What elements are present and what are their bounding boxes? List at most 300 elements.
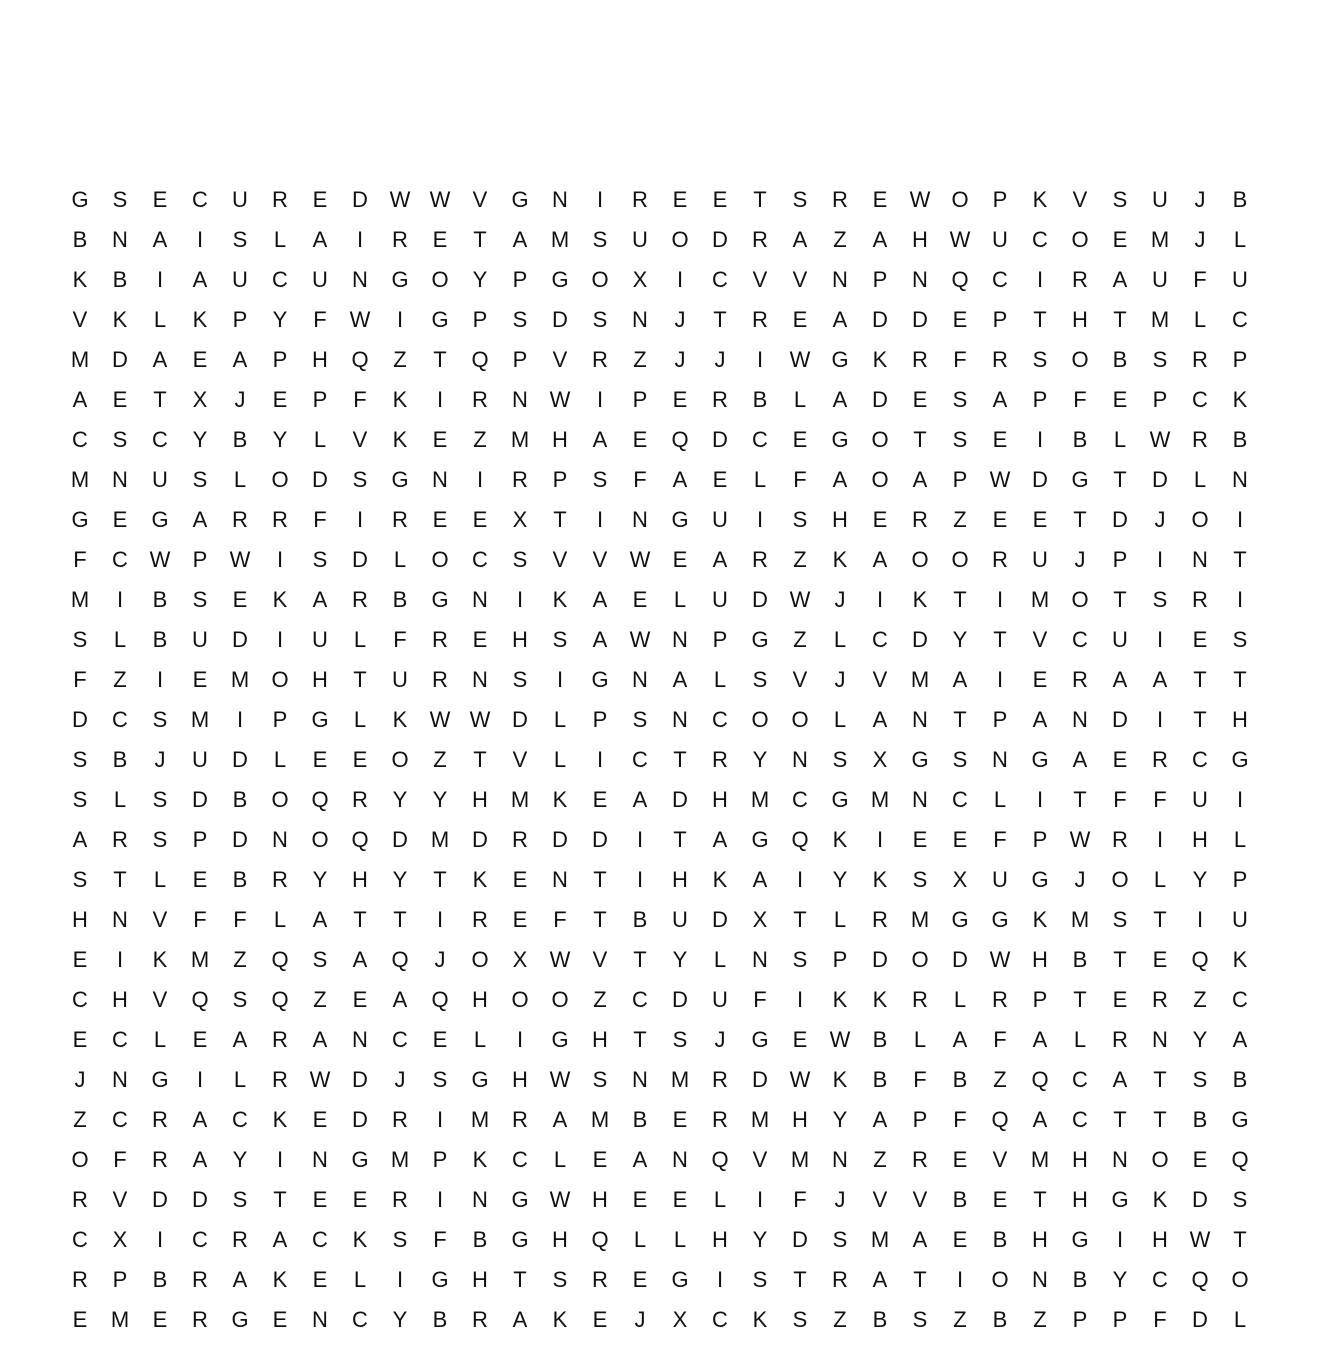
letter-cell[interactable]: R: [192, 1267, 208, 1292]
letter-cell[interactable]: I: [1036, 267, 1044, 292]
letter-cell[interactable]: G: [591, 667, 609, 692]
letter-cell[interactable]: S: [1192, 1067, 1208, 1092]
letter-cell[interactable]: R: [72, 1187, 88, 1212]
letter-cell[interactable]: N: [512, 387, 528, 412]
letter-cell[interactable]: F: [1153, 787, 1167, 812]
letter-cell[interactable]: N: [472, 1187, 488, 1212]
letter-cell[interactable]: R: [992, 547, 1008, 572]
letter-cell[interactable]: I: [116, 947, 124, 972]
letter-cell[interactable]: R: [832, 187, 848, 212]
letter-cell[interactable]: T: [473, 227, 487, 252]
letter-cell[interactable]: Q: [351, 347, 369, 372]
letter-cell[interactable]: Q: [951, 267, 969, 292]
letter-cell[interactable]: R: [232, 507, 248, 532]
letter-cell[interactable]: V: [752, 1147, 768, 1172]
letter-cell[interactable]: A: [592, 427, 608, 452]
letter-cell[interactable]: X: [192, 387, 208, 412]
letter-cell[interactable]: S: [952, 427, 968, 452]
letter-cell[interactable]: H: [312, 347, 328, 372]
letter-cell[interactable]: T: [1113, 467, 1127, 492]
letter-cell[interactable]: E: [592, 1307, 608, 1332]
letter-cell[interactable]: A: [312, 227, 328, 252]
letter-cell[interactable]: A: [592, 587, 608, 612]
letter-cell[interactable]: I: [996, 587, 1004, 612]
letter-cell[interactable]: I: [1156, 827, 1164, 852]
letter-cell[interactable]: E: [152, 1307, 168, 1332]
letter-cell[interactable]: H: [72, 907, 88, 932]
letter-cell[interactable]: T: [1073, 987, 1087, 1012]
letter-cell[interactable]: A: [632, 1147, 648, 1172]
letter-cell[interactable]: A: [152, 347, 168, 372]
letter-cell[interactable]: A: [992, 387, 1008, 412]
letter-cell[interactable]: K: [1152, 1187, 1168, 1212]
letter-cell[interactable]: T: [593, 907, 607, 932]
letter-cell[interactable]: E: [632, 587, 648, 612]
letter-cell[interactable]: B: [232, 787, 248, 812]
letter-cell[interactable]: E: [192, 347, 208, 372]
letter-cell[interactable]: C: [112, 707, 128, 732]
letter-cell[interactable]: G: [1111, 1187, 1129, 1212]
letter-cell[interactable]: V: [352, 427, 368, 452]
letter-cell[interactable]: G: [831, 347, 849, 372]
letter-cell[interactable]: E: [672, 387, 688, 412]
letter-cell[interactable]: A: [592, 627, 608, 652]
letter-cell[interactable]: U: [392, 667, 408, 692]
letter-cell[interactable]: N: [632, 307, 648, 332]
letter-cell[interactable]: M: [390, 1147, 410, 1172]
letter-cell[interactable]: R: [912, 507, 928, 532]
letter-cell[interactable]: S: [952, 387, 968, 412]
letter-cell[interactable]: I: [596, 747, 604, 772]
letter-cell[interactable]: A: [1112, 667, 1128, 692]
letter-cell[interactable]: M: [510, 787, 530, 812]
letter-cell[interactable]: W: [429, 707, 451, 732]
letter-cell[interactable]: L: [793, 387, 807, 412]
letter-cell[interactable]: T: [1233, 547, 1247, 572]
letter-cell[interactable]: I: [956, 1267, 964, 1292]
letter-cell[interactable]: O: [911, 547, 929, 572]
letter-cell[interactable]: W: [789, 1067, 811, 1092]
letter-cell[interactable]: Q: [1191, 1267, 1209, 1292]
letter-cell[interactable]: D: [112, 347, 128, 372]
letter-cell[interactable]: N: [912, 787, 928, 812]
letter-cell[interactable]: C: [792, 787, 808, 812]
letter-cell[interactable]: F: [753, 987, 767, 1012]
letter-cell[interactable]: K: [472, 1147, 488, 1172]
letter-cell[interactable]: L: [673, 587, 687, 612]
letter-cell[interactable]: X: [512, 947, 528, 972]
letter-cell[interactable]: L: [1113, 427, 1127, 452]
letter-cell[interactable]: E: [472, 627, 488, 652]
letter-cell[interactable]: D: [712, 907, 728, 932]
letter-cell[interactable]: T: [1193, 707, 1207, 732]
letter-cell[interactable]: I: [1236, 507, 1244, 532]
letter-cell[interactable]: L: [233, 1067, 247, 1092]
letter-cell[interactable]: B: [632, 1107, 648, 1132]
letter-cell[interactable]: U: [192, 747, 208, 772]
letter-cell[interactable]: D: [392, 827, 408, 852]
letter-cell[interactable]: A: [832, 307, 848, 332]
letter-cell[interactable]: T: [113, 867, 127, 892]
letter-cell[interactable]: M: [110, 1307, 130, 1332]
letter-cell[interactable]: A: [872, 1267, 888, 1292]
letter-cell[interactable]: U: [312, 267, 328, 292]
letter-cell[interactable]: S: [592, 467, 608, 492]
letter-cell[interactable]: A: [192, 1147, 208, 1172]
letter-cell[interactable]: R: [432, 627, 448, 652]
letter-cell[interactable]: E: [72, 947, 88, 972]
letter-cell[interactable]: C: [512, 1147, 528, 1172]
letter-cell[interactable]: I: [516, 1027, 524, 1052]
letter-cell[interactable]: L: [1073, 1027, 1087, 1052]
letter-cell[interactable]: B: [1192, 1107, 1208, 1132]
letter-cell[interactable]: G: [991, 907, 1009, 932]
letter-cell[interactable]: R: [352, 587, 368, 612]
letter-cell[interactable]: I: [876, 827, 884, 852]
letter-cell[interactable]: E: [632, 1187, 648, 1212]
letter-cell[interactable]: K: [112, 307, 128, 332]
letter-cell[interactable]: R: [352, 787, 368, 812]
letter-cell[interactable]: K: [1032, 187, 1048, 212]
letter-cell[interactable]: S: [192, 587, 208, 612]
letter-cell[interactable]: D: [192, 787, 208, 812]
letter-cell[interactable]: D: [912, 627, 928, 652]
letter-cell[interactable]: F: [193, 907, 207, 932]
letter-cell[interactable]: P: [832, 947, 848, 972]
letter-cell[interactable]: O: [391, 747, 409, 772]
letter-cell[interactable]: T: [993, 627, 1007, 652]
letter-cell[interactable]: A: [872, 547, 888, 572]
letter-cell[interactable]: A: [952, 667, 968, 692]
letter-cell[interactable]: E: [312, 747, 328, 772]
letter-cell[interactable]: I: [1156, 707, 1164, 732]
letter-cell[interactable]: A: [1032, 1027, 1048, 1052]
letter-cell[interactable]: A: [752, 867, 768, 892]
letter-cell[interactable]: P: [1152, 387, 1168, 412]
letter-cell[interactable]: F: [953, 347, 967, 372]
letter-cell[interactable]: J: [834, 1187, 846, 1212]
letter-cell[interactable]: L: [1233, 827, 1247, 852]
letter-cell[interactable]: T: [1153, 1107, 1167, 1132]
letter-cell[interactable]: A: [1112, 267, 1128, 292]
letter-cell[interactable]: T: [1193, 667, 1207, 692]
letter-cell[interactable]: E: [112, 507, 128, 532]
letter-cell[interactable]: W: [549, 1067, 571, 1092]
letter-cell[interactable]: O: [471, 947, 489, 972]
letter-cell[interactable]: P: [912, 1107, 928, 1132]
letter-cell[interactable]: G: [1231, 1107, 1249, 1132]
letter-cell[interactable]: E: [872, 187, 888, 212]
letter-cell[interactable]: N: [1232, 467, 1248, 492]
letter-cell[interactable]: E: [632, 1267, 648, 1292]
letter-cell[interactable]: R: [392, 1187, 408, 1212]
letter-cell[interactable]: M: [870, 787, 890, 812]
letter-cell[interactable]: R: [192, 1307, 208, 1332]
letter-cell[interactable]: U: [672, 907, 688, 932]
letter-cell[interactable]: R: [752, 547, 768, 572]
letter-cell[interactable]: Y: [392, 787, 408, 812]
letter-cell[interactable]: I: [156, 267, 164, 292]
letter-cell[interactable]: E: [712, 467, 728, 492]
letter-cell[interactable]: S: [752, 667, 768, 692]
letter-cell[interactable]: L: [553, 707, 567, 732]
letter-cell[interactable]: G: [431, 587, 449, 612]
letter-cell[interactable]: J: [434, 947, 446, 972]
letter-cell[interactable]: M: [1030, 1147, 1050, 1172]
letter-cell[interactable]: M: [510, 427, 530, 452]
letter-cell[interactable]: S: [912, 1307, 928, 1332]
letter-cell[interactable]: A: [72, 387, 88, 412]
letter-cell[interactable]: H: [312, 667, 328, 692]
letter-cell[interactable]: V: [152, 987, 168, 1012]
letter-cell[interactable]: G: [511, 1187, 529, 1212]
letter-cell[interactable]: F: [1113, 787, 1127, 812]
letter-cell[interactable]: O: [591, 267, 609, 292]
letter-cell[interactable]: A: [312, 907, 328, 932]
letter-cell[interactable]: F: [793, 467, 807, 492]
letter-cell[interactable]: H: [1032, 1227, 1048, 1252]
letter-cell[interactable]: C: [152, 427, 168, 452]
letter-cell[interactable]: L: [393, 547, 407, 572]
letter-cell[interactable]: I: [676, 267, 684, 292]
letter-cell[interactable]: E: [312, 1187, 328, 1212]
letter-cell[interactable]: K: [912, 587, 928, 612]
letter-cell[interactable]: D: [672, 987, 688, 1012]
letter-cell[interactable]: H: [712, 1227, 728, 1252]
letter-cell[interactable]: Z: [1033, 1307, 1047, 1332]
letter-cell[interactable]: E: [912, 827, 928, 852]
letter-cell[interactable]: U: [232, 267, 248, 292]
letter-cell[interactable]: E: [992, 507, 1008, 532]
letter-cell[interactable]: I: [276, 547, 284, 572]
letter-cell[interactable]: E: [1152, 947, 1168, 972]
letter-cell[interactable]: G: [471, 1067, 489, 1092]
letter-cell[interactable]: M: [1150, 307, 1170, 332]
letter-cell[interactable]: R: [472, 1307, 488, 1332]
letter-cell[interactable]: K: [832, 827, 848, 852]
letter-cell[interactable]: T: [1073, 507, 1087, 532]
letter-cell[interactable]: P: [512, 267, 528, 292]
letter-cell[interactable]: H: [552, 427, 568, 452]
letter-cell[interactable]: U: [192, 627, 208, 652]
letter-cell[interactable]: B: [392, 587, 408, 612]
letter-cell[interactable]: T: [1233, 1227, 1247, 1252]
letter-cell[interactable]: J: [234, 387, 246, 412]
letter-cell[interactable]: I: [756, 347, 764, 372]
letter-cell[interactable]: E: [632, 427, 648, 452]
letter-cell[interactable]: E: [352, 1187, 368, 1212]
letter-cell[interactable]: P: [472, 307, 488, 332]
letter-cell[interactable]: D: [72, 707, 88, 732]
letter-cell[interactable]: A: [712, 827, 728, 852]
letter-cell[interactable]: R: [72, 1267, 88, 1292]
letter-cell[interactable]: X: [872, 747, 888, 772]
letter-cell[interactable]: T: [1113, 307, 1127, 332]
letter-cell[interactable]: T: [393, 907, 407, 932]
letter-cell[interactable]: I: [756, 1187, 764, 1212]
letter-cell[interactable]: I: [156, 667, 164, 692]
letter-cell[interactable]: L: [153, 1027, 167, 1052]
letter-cell[interactable]: C: [272, 267, 288, 292]
letter-cell[interactable]: O: [311, 827, 329, 852]
letter-cell[interactable]: B: [1232, 1067, 1248, 1092]
letter-cell[interactable]: A: [232, 1267, 248, 1292]
letter-cell[interactable]: T: [673, 747, 687, 772]
letter-cell[interactable]: A: [312, 1027, 328, 1052]
letter-cell[interactable]: N: [352, 1027, 368, 1052]
letter-cell[interactable]: M: [70, 347, 90, 372]
letter-cell[interactable]: T: [353, 667, 367, 692]
letter-cell[interactable]: U: [1232, 907, 1248, 932]
letter-cell[interactable]: V: [152, 907, 168, 932]
letter-cell[interactable]: L: [1193, 307, 1207, 332]
letter-cell[interactable]: O: [551, 987, 569, 1012]
letter-cell[interactable]: T: [633, 947, 647, 972]
letter-cell[interactable]: Y: [952, 627, 968, 652]
letter-cell[interactable]: Q: [471, 347, 489, 372]
letter-cell[interactable]: D: [1112, 707, 1128, 732]
letter-cell[interactable]: K: [712, 867, 728, 892]
letter-cell[interactable]: F: [113, 1147, 127, 1172]
letter-cell[interactable]: Y: [392, 1307, 408, 1332]
letter-cell[interactable]: Q: [351, 827, 369, 852]
letter-cell[interactable]: N: [272, 827, 288, 852]
letter-cell[interactable]: W: [629, 547, 651, 572]
letter-cell[interactable]: J: [1154, 507, 1166, 532]
letter-cell[interactable]: N: [832, 1147, 848, 1172]
letter-cell[interactable]: P: [112, 1267, 128, 1292]
letter-cell[interactable]: N: [672, 707, 688, 732]
letter-cell[interactable]: A: [312, 587, 328, 612]
letter-cell[interactable]: K: [552, 587, 568, 612]
letter-cell[interactable]: A: [392, 987, 408, 1012]
letter-cell[interactable]: L: [153, 307, 167, 332]
letter-cell[interactable]: I: [556, 667, 564, 692]
letter-cell[interactable]: S: [72, 787, 88, 812]
letter-cell[interactable]: B: [992, 1307, 1008, 1332]
letter-cell[interactable]: Z: [953, 1307, 967, 1332]
letter-cell[interactable]: V: [592, 947, 608, 972]
letter-cell[interactable]: L: [353, 707, 367, 732]
letter-cell[interactable]: U: [152, 467, 168, 492]
letter-cell[interactable]: G: [351, 1147, 369, 1172]
letter-cell[interactable]: D: [872, 307, 888, 332]
letter-cell[interactable]: K: [1232, 947, 1248, 972]
letter-cell[interactable]: Q: [591, 1227, 609, 1252]
letter-cell[interactable]: R: [912, 987, 928, 1012]
letter-cell[interactable]: E: [952, 1227, 968, 1252]
letter-cell[interactable]: P: [992, 707, 1008, 732]
letter-cell[interactable]: G: [751, 827, 769, 852]
letter-cell[interactable]: A: [672, 667, 688, 692]
letter-cell[interactable]: W: [429, 187, 451, 212]
letter-cell[interactable]: N: [632, 1067, 648, 1092]
letter-cell[interactable]: H: [112, 987, 128, 1012]
letter-cell[interactable]: B: [152, 587, 168, 612]
letter-cell[interactable]: A: [632, 787, 648, 812]
letter-cell[interactable]: D: [352, 1107, 368, 1132]
letter-cell[interactable]: J: [674, 307, 686, 332]
letter-cell[interactable]: K: [392, 707, 408, 732]
letter-cell[interactable]: D: [1112, 507, 1128, 532]
letter-cell[interactable]: N: [432, 467, 448, 492]
letter-cell[interactable]: P: [1032, 387, 1048, 412]
letter-cell[interactable]: P: [712, 627, 728, 652]
letter-cell[interactable]: U: [992, 867, 1008, 892]
letter-cell[interactable]: P: [192, 547, 208, 572]
letter-cell[interactable]: D: [152, 1187, 168, 1212]
letter-cell[interactable]: M: [70, 467, 90, 492]
letter-cell[interactable]: V: [872, 667, 888, 692]
letter-cell[interactable]: S: [192, 467, 208, 492]
letter-cell[interactable]: S: [512, 307, 528, 332]
letter-cell[interactable]: Q: [271, 947, 289, 972]
letter-cell[interactable]: D: [312, 467, 328, 492]
letter-cell[interactable]: R: [752, 307, 768, 332]
letter-cell[interactable]: J: [834, 587, 846, 612]
letter-cell[interactable]: F: [73, 667, 87, 692]
letter-cell[interactable]: H: [1232, 707, 1248, 732]
letter-cell[interactable]: I: [1036, 787, 1044, 812]
letter-cell[interactable]: S: [432, 1067, 448, 1092]
letter-cell[interactable]: X: [512, 507, 528, 532]
letter-cell[interactable]: M: [750, 787, 770, 812]
letter-cell[interactable]: H: [1192, 827, 1208, 852]
letter-cell[interactable]: F: [1193, 267, 1207, 292]
letter-cell[interactable]: E: [312, 1107, 328, 1132]
letter-cell[interactable]: K: [352, 1227, 368, 1252]
letter-cell[interactable]: H: [1072, 1187, 1088, 1212]
letter-cell[interactable]: G: [751, 627, 769, 652]
letter-cell[interactable]: U: [1032, 547, 1048, 572]
letter-cell[interactable]: T: [1153, 907, 1167, 932]
letter-cell[interactable]: R: [272, 1027, 288, 1052]
letter-cell[interactable]: I: [196, 1067, 204, 1092]
letter-cell[interactable]: L: [273, 227, 287, 252]
letter-cell[interactable]: H: [472, 1267, 488, 1292]
letter-cell[interactable]: E: [672, 1187, 688, 1212]
letter-cell[interactable]: S: [552, 627, 568, 652]
letter-cell[interactable]: P: [1232, 347, 1248, 372]
letter-cell[interactable]: O: [1111, 867, 1129, 892]
letter-cell[interactable]: J: [714, 347, 726, 372]
letter-cell[interactable]: J: [154, 747, 166, 772]
letter-cell[interactable]: U: [1152, 267, 1168, 292]
letter-cell[interactable]: R: [272, 187, 288, 212]
letter-cell[interactable]: V: [1032, 627, 1048, 652]
letter-cell[interactable]: N: [752, 947, 768, 972]
letter-cell[interactable]: H: [352, 867, 368, 892]
letter-cell[interactable]: W: [629, 627, 651, 652]
letter-cell[interactable]: A: [912, 467, 928, 492]
letter-cell[interactable]: B: [432, 1307, 448, 1332]
letter-cell[interactable]: R: [112, 827, 128, 852]
letter-cell[interactable]: U: [1232, 267, 1248, 292]
letter-cell[interactable]: O: [871, 467, 889, 492]
letter-cell[interactable]: O: [511, 987, 529, 1012]
letter-cell[interactable]: C: [872, 627, 888, 652]
letter-cell[interactable]: R: [272, 867, 288, 892]
letter-cell[interactable]: E: [472, 507, 488, 532]
letter-cell[interactable]: S: [1152, 587, 1168, 612]
letter-cell[interactable]: V: [792, 667, 808, 692]
letter-cell[interactable]: K: [872, 987, 888, 1012]
letter-cell[interactable]: R: [712, 387, 728, 412]
letter-cell[interactable]: B: [752, 387, 768, 412]
letter-cell[interactable]: K: [392, 427, 408, 452]
letter-cell[interactable]: B: [152, 1267, 168, 1292]
letter-cell[interactable]: E: [592, 1147, 608, 1172]
